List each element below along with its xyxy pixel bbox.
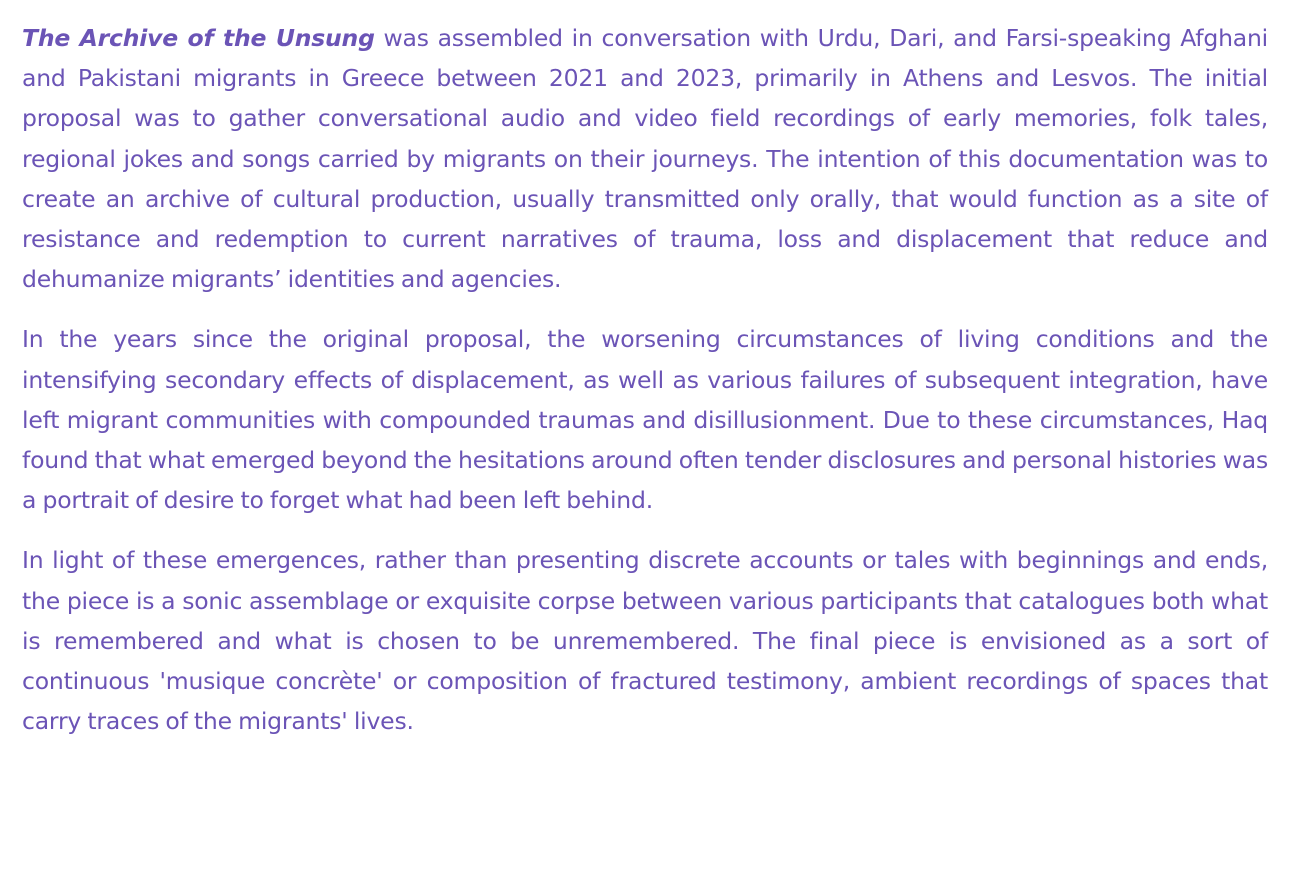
paragraph-intro: [22, 18, 1268, 299]
paragraph-intro-text: was assembled in conversation with Urdu, Dari, and Farsi-speaking Afghani and Pakistani migrants in Greece between 2021 and 2023, primarily in Athens and Lesvos. The initial proposal was to gather conversational audio and video field recordings of early memories, folk tales, regional jokes and songs carried by migrants on their journeys. The intention of this documentation was to create an archive of cultural production, usually transmitted only orally, that would function as a site of resistance and redemption to current narratives of trauma, loss and displacement that reduce and dehumanize migrants’ identities and agencies.: [22, 24, 1268, 294]
article-body: [22, 18, 1268, 741]
paragraph-circumstances: In the years since the original proposal, the worsening circumstances of living conditions and the intensifying secondary effects of displacement, as well as various failures of subsequent integration, have left migrant communities with compounded traumas and disillusionment. Due to these circumstances, Haq found that what emerged beyond the hesitations around often tender disclosures and personal histories was a portrait of desire to forget what had been left behind.: [22, 325, 1269, 515]
work-title: The Archive of the Unsung: [22, 24, 375, 52]
paragraph-emergences: In light of these emergences, rather than presenting discrete accounts or tales with beginnings and ends, the piece is a sonic assemblage or exquisite corpse between various participants that catalogues both what is remembered and what is chosen to be unremembered. The final piece is envisioned as a sort of continuous 'musique concrète' or composition of fractured testimony, ambient recordings of spaces that carry traces of the migrants' lives.: [22, 546, 1268, 736]
